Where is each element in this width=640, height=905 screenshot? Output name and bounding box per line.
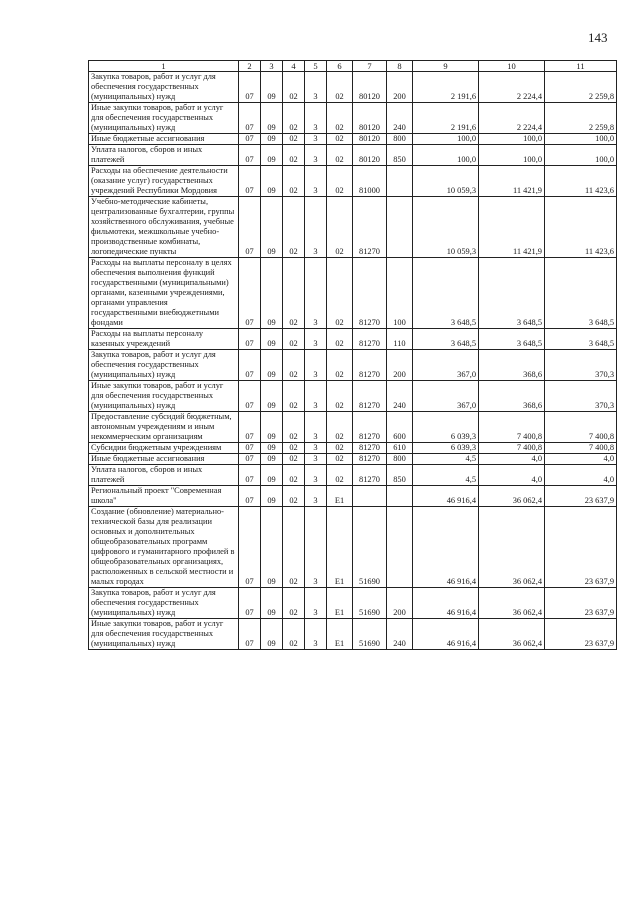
code-cell: 200 [387, 350, 413, 381]
code-cell: 07 [239, 381, 261, 412]
row-label: Закупка товаров, работ и услуг для обеспечения государственных (муниципальных) нужд [89, 72, 239, 103]
code-cell: 02 [327, 350, 353, 381]
code-cell: 09 [261, 443, 283, 454]
code-cell: 09 [261, 72, 283, 103]
code-cell: 07 [239, 72, 261, 103]
amount-cell: 46 916,4 [413, 507, 479, 588]
row-label: Уплата налогов, сборов и иных платежей [89, 145, 239, 166]
code-cell: 09 [261, 486, 283, 507]
column-header: 8 [387, 61, 413, 72]
column-header: 1 [89, 61, 239, 72]
code-cell: 07 [239, 486, 261, 507]
code-cell: 3 [305, 166, 327, 197]
code-cell: 07 [239, 619, 261, 650]
code-cell: E1 [327, 507, 353, 588]
code-cell: 80120 [353, 145, 387, 166]
column-header: 11 [545, 61, 617, 72]
code-cell: 09 [261, 507, 283, 588]
code-cell: 200 [387, 72, 413, 103]
table-row [89, 507, 617, 588]
code-cell: 02 [327, 134, 353, 145]
row-label: Региональный проект "Современная школа" [89, 486, 239, 507]
code-cell: 51690 [353, 507, 387, 588]
amount-cell: 368,6 [479, 381, 545, 412]
code-cell: 02 [327, 145, 353, 166]
amount-cell: 2 259,8 [545, 72, 617, 103]
row-label: Иные закупки товаров, работ и услуг для обеспечения государственных (муниципальных) нужд [89, 381, 239, 412]
amount-cell: 11 423,6 [545, 197, 617, 258]
amount-cell: 23 637,9 [545, 486, 617, 507]
table-row [89, 145, 617, 166]
amount-cell: 4,0 [545, 465, 617, 486]
code-cell: 07 [239, 454, 261, 465]
table-row [89, 329, 617, 350]
code-cell: 81270 [353, 454, 387, 465]
amount-cell: 7 400,8 [545, 443, 617, 454]
table-row [89, 443, 617, 454]
amount-cell: 2 191,6 [413, 103, 479, 134]
code-cell: 3 [305, 381, 327, 412]
code-cell: 3 [305, 197, 327, 258]
table-row [89, 412, 617, 443]
code-cell: 02 [283, 486, 305, 507]
amount-cell: 46 916,4 [413, 619, 479, 650]
code-cell: 07 [239, 588, 261, 619]
amount-cell: 367,0 [413, 381, 479, 412]
amount-cell: 7 400,8 [479, 412, 545, 443]
code-cell: 02 [283, 350, 305, 381]
code-cell: 81270 [353, 381, 387, 412]
row-label: Уплата налогов, сборов и иных платежей [89, 465, 239, 486]
table-row [89, 454, 617, 465]
code-cell: 3 [305, 350, 327, 381]
table-row [89, 166, 617, 197]
amount-cell: 10 059,3 [413, 166, 479, 197]
code-cell: 3 [305, 134, 327, 145]
amount-cell: 36 062,4 [479, 486, 545, 507]
code-cell: 09 [261, 134, 283, 145]
code-cell: 02 [327, 72, 353, 103]
amount-cell: 100,0 [479, 145, 545, 166]
code-cell: 81270 [353, 258, 387, 329]
code-cell: 3 [305, 588, 327, 619]
code-cell: 02 [283, 145, 305, 166]
code-cell: 09 [261, 381, 283, 412]
row-label: Закупка товаров, работ и услуг для обеспечения государственных (муниципальных) нужд [89, 588, 239, 619]
code-cell: 02 [327, 454, 353, 465]
code-cell: 02 [283, 588, 305, 619]
row-label: Иные бюджетные ассигнования [89, 454, 239, 465]
code-cell: 800 [387, 454, 413, 465]
code-cell: 02 [327, 103, 353, 134]
code-cell: 81000 [353, 166, 387, 197]
code-cell: 07 [239, 465, 261, 486]
column-header-row [89, 61, 617, 72]
amount-cell: 10 059,3 [413, 197, 479, 258]
code-cell: 02 [283, 507, 305, 588]
amount-cell: 4,0 [545, 454, 617, 465]
amount-cell: 11 421,9 [479, 166, 545, 197]
amount-cell: 100,0 [413, 134, 479, 145]
code-cell: 02 [283, 465, 305, 486]
code-cell: 07 [239, 103, 261, 134]
column-header: 4 [283, 61, 305, 72]
table-row [89, 350, 617, 381]
amount-cell: 370,3 [545, 381, 617, 412]
table-row [89, 465, 617, 486]
row-label: Учебно-методические кабинеты, централизованные бухгалтерии, группы хозяйственного обслуживания, учебные фильмотеки, межшкольные учебно-производственные комбинаты, логопедические пункты [89, 197, 239, 258]
amount-cell: 3 648,5 [479, 329, 545, 350]
code-cell: 240 [387, 103, 413, 134]
code-cell: 02 [327, 329, 353, 350]
table-row [89, 197, 617, 258]
code-cell: 81270 [353, 197, 387, 258]
amount-cell: 36 062,4 [479, 588, 545, 619]
code-cell: 07 [239, 166, 261, 197]
amount-cell: 23 637,9 [545, 588, 617, 619]
code-cell: 07 [239, 329, 261, 350]
code-cell: 3 [305, 103, 327, 134]
code-cell [387, 197, 413, 258]
row-label: Иные закупки товаров, работ и услуг для обеспечения государственных (муниципальных) нужд [89, 619, 239, 650]
amount-cell: 6 039,3 [413, 412, 479, 443]
amount-cell: 368,6 [479, 350, 545, 381]
code-cell: 240 [387, 381, 413, 412]
amount-cell: 46 916,4 [413, 486, 479, 507]
column-header: 2 [239, 61, 261, 72]
code-cell: 200 [387, 588, 413, 619]
code-cell: 09 [261, 145, 283, 166]
column-header: 3 [261, 61, 283, 72]
code-cell: 02 [327, 258, 353, 329]
code-cell: 80120 [353, 103, 387, 134]
amount-cell: 2 191,6 [413, 72, 479, 103]
code-cell: 02 [283, 329, 305, 350]
code-cell: 02 [283, 443, 305, 454]
code-cell: 80120 [353, 134, 387, 145]
code-cell: 02 [283, 619, 305, 650]
row-label: Расходы на выплаты персоналу казенных учреждений [89, 329, 239, 350]
amount-cell: 2 224,4 [479, 103, 545, 134]
amount-cell: 7 400,8 [545, 412, 617, 443]
code-cell: 610 [387, 443, 413, 454]
amount-cell: 23 637,9 [545, 507, 617, 588]
amount-cell: 100,0 [545, 134, 617, 145]
table-row [89, 619, 617, 650]
row-label: Расходы на обеспечение деятельности (оказание услуг) государственных учреждений Республики Мордовия [89, 166, 239, 197]
code-cell: 02 [283, 197, 305, 258]
code-cell: 850 [387, 145, 413, 166]
row-label: Иные закупки товаров, работ и услуг для обеспечения государственных (муниципальных) нужд [89, 103, 239, 134]
column-header: 7 [353, 61, 387, 72]
code-cell: 80120 [353, 72, 387, 103]
code-cell: 02 [283, 134, 305, 145]
code-cell [387, 486, 413, 507]
code-cell: 02 [283, 454, 305, 465]
code-cell: 09 [261, 465, 283, 486]
amount-cell: 100,0 [545, 145, 617, 166]
table-row [89, 72, 617, 103]
code-cell: 02 [283, 72, 305, 103]
code-cell: 51690 [353, 588, 387, 619]
column-header: 6 [327, 61, 353, 72]
code-cell: 09 [261, 197, 283, 258]
code-cell: 800 [387, 134, 413, 145]
row-label: Расходы на выплаты персоналу в целях обеспечения выполнения функций государственными (муниципальными) органами, казенными учреждениями, органами управления государственными внебюджетными фондами [89, 258, 239, 329]
code-cell: 3 [305, 258, 327, 329]
code-cell: 02 [327, 197, 353, 258]
amount-cell: 100,0 [479, 134, 545, 145]
table-row [89, 381, 617, 412]
code-cell: 81270 [353, 350, 387, 381]
code-cell: 02 [327, 443, 353, 454]
amount-cell: 367,0 [413, 350, 479, 381]
page-number: 143 [588, 30, 608, 45]
code-cell: 02 [327, 465, 353, 486]
amount-cell: 46 916,4 [413, 588, 479, 619]
code-cell: 07 [239, 258, 261, 329]
code-cell: E1 [327, 486, 353, 507]
code-cell: 81270 [353, 465, 387, 486]
amount-cell: 36 062,4 [479, 619, 545, 650]
amount-cell: 3 648,5 [413, 329, 479, 350]
code-cell: 3 [305, 329, 327, 350]
code-cell: E1 [327, 619, 353, 650]
code-cell: 02 [327, 381, 353, 412]
code-cell: 3 [305, 145, 327, 166]
table-row [89, 486, 617, 507]
code-cell [353, 486, 387, 507]
column-header: 10 [479, 61, 545, 72]
amount-cell: 3 648,5 [479, 258, 545, 329]
amount-cell: 4,5 [413, 465, 479, 486]
row-label: Субсидии бюджетным учреждениям [89, 443, 239, 454]
amount-cell: 6 039,3 [413, 443, 479, 454]
code-cell: 09 [261, 258, 283, 329]
code-cell: 240 [387, 619, 413, 650]
amount-cell: 4,0 [479, 465, 545, 486]
code-cell: E1 [327, 588, 353, 619]
code-cell: 02 [283, 103, 305, 134]
code-cell: 07 [239, 412, 261, 443]
code-cell: 850 [387, 465, 413, 486]
code-cell: 100 [387, 258, 413, 329]
row-label: Закупка товаров, работ и услуг для обеспечения государственных (муниципальных) нужд [89, 350, 239, 381]
code-cell: 07 [239, 507, 261, 588]
code-cell: 02 [327, 166, 353, 197]
code-cell: 07 [239, 134, 261, 145]
table-row [89, 258, 617, 329]
code-cell [387, 507, 413, 588]
code-cell: 09 [261, 166, 283, 197]
code-cell: 02 [327, 412, 353, 443]
amount-cell: 2 259,8 [545, 103, 617, 134]
code-cell: 3 [305, 72, 327, 103]
code-cell: 3 [305, 619, 327, 650]
amount-cell: 3 648,5 [545, 258, 617, 329]
code-cell: 07 [239, 145, 261, 166]
table-row [89, 134, 617, 145]
code-cell: 3 [305, 465, 327, 486]
table-row [89, 588, 617, 619]
amount-cell: 4,5 [413, 454, 479, 465]
amount-cell: 370,3 [545, 350, 617, 381]
code-cell: 3 [305, 412, 327, 443]
column-header: 9 [413, 61, 479, 72]
row-label: Иные бюджетные ассигнования [89, 134, 239, 145]
code-cell: 07 [239, 350, 261, 381]
row-label: Создание (обновление) материально-технической базы для реализации основных и дополнительных общеобразовательных программ цифрового и гуманитарного профилей в общеобразовательных организациях, расположенных в сельской местности и малых городах [89, 507, 239, 588]
amount-cell: 23 637,9 [545, 619, 617, 650]
amount-cell: 2 224,4 [479, 72, 545, 103]
code-cell: 02 [283, 166, 305, 197]
code-cell: 600 [387, 412, 413, 443]
code-cell: 3 [305, 486, 327, 507]
code-cell [387, 166, 413, 197]
amount-cell: 11 423,6 [545, 166, 617, 197]
budget-table [88, 60, 617, 650]
code-cell: 81270 [353, 412, 387, 443]
column-header: 5 [305, 61, 327, 72]
amount-cell: 7 400,8 [479, 443, 545, 454]
code-cell: 110 [387, 329, 413, 350]
code-cell: 09 [261, 412, 283, 443]
code-cell: 09 [261, 329, 283, 350]
amount-cell: 11 421,9 [479, 197, 545, 258]
code-cell: 07 [239, 443, 261, 454]
code-cell: 02 [283, 258, 305, 329]
code-cell: 3 [305, 507, 327, 588]
code-cell: 09 [261, 350, 283, 381]
code-cell: 09 [261, 454, 283, 465]
code-cell: 02 [283, 412, 305, 443]
code-cell: 3 [305, 454, 327, 465]
table-row [89, 103, 617, 134]
amount-cell: 3 648,5 [413, 258, 479, 329]
code-cell: 09 [261, 588, 283, 619]
code-cell: 02 [283, 381, 305, 412]
amount-cell: 100,0 [413, 145, 479, 166]
code-cell: 81270 [353, 443, 387, 454]
code-cell: 09 [261, 619, 283, 650]
code-cell: 81270 [353, 329, 387, 350]
amount-cell: 36 062,4 [479, 507, 545, 588]
amount-cell: 3 648,5 [545, 329, 617, 350]
code-cell: 3 [305, 443, 327, 454]
code-cell: 09 [261, 103, 283, 134]
amount-cell: 4,0 [479, 454, 545, 465]
row-label: Предоставление субсидий бюджетным, автономным учреждениям и иным некоммерческим организациям [89, 412, 239, 443]
code-cell: 51690 [353, 619, 387, 650]
code-cell: 07 [239, 197, 261, 258]
